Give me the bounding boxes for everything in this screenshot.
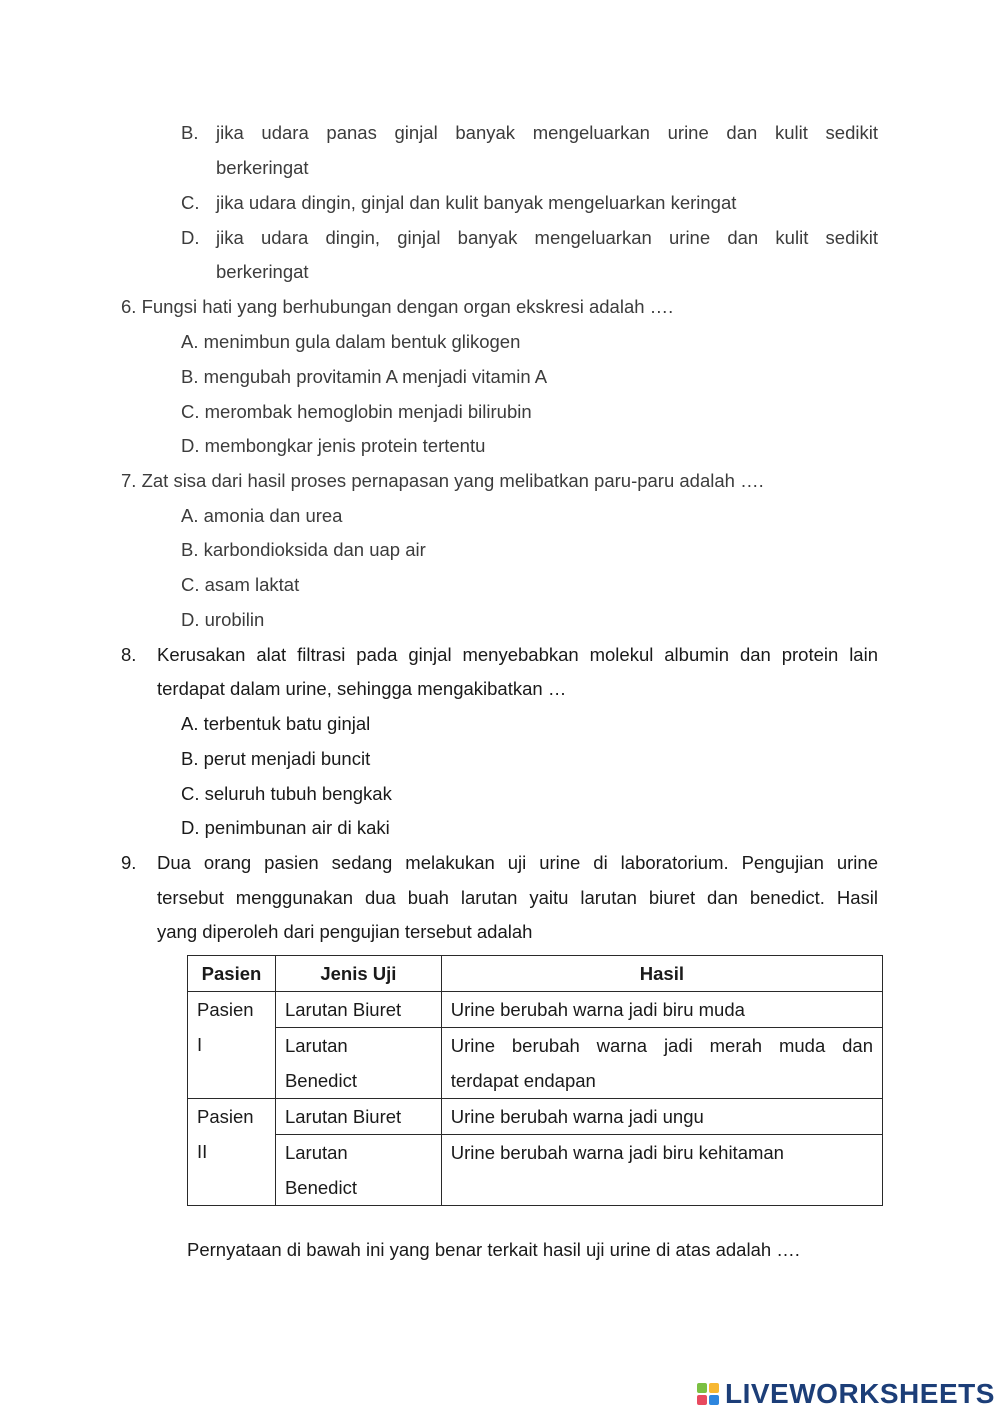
patient-2-test-2-jenis-line2: Benedict (284, 1177, 357, 1198)
q6-question: 6. Fungsi hati yang berhubungan dengan organ ekskresi adalah …. (121, 296, 674, 317)
table-header-row (188, 956, 883, 992)
patient-1-name-line2: I (197, 1034, 203, 1055)
q7-option-d: D. urobilin (181, 609, 265, 630)
patient-2-test-1-jenis: Larutan Biuret (275, 1099, 441, 1135)
patient-2-name-line2: II (197, 1141, 208, 1162)
q6-option-d: D. membongkar jenis protein tertentu (181, 435, 486, 456)
q8-option-a: A. terbentuk batu ginjal (181, 713, 371, 734)
q8-option-b: B. perut menjadi buncit (181, 748, 371, 769)
logo-square (697, 1383, 707, 1393)
table-row (188, 1135, 883, 1206)
table-row (188, 992, 883, 1028)
liveworksheets-wordmark: LIVEWORKSHEETS (725, 1378, 995, 1409)
table-row (188, 1099, 883, 1135)
q5-option-d-line1 (181, 226, 878, 250)
q9-question-line3: yang diperoleh dari pengujian tersebut adalah (157, 921, 533, 942)
q9-statement: Pernyataan di bawah ini yang benar terkait hasil uji urine di atas adalah …. (187, 1239, 800, 1260)
patient-2-name-line1: Pasien (197, 1106, 254, 1127)
q7-option-b: B. karbondioksida dan uap air (181, 539, 426, 560)
q7-option-a: A. amonia dan urea (181, 505, 343, 526)
q8-option-c: C. seluruh tubuh bengkak (181, 783, 392, 804)
q5-option-b-line2: berkeringat (216, 157, 309, 178)
patient-1-test-1-jenis: Larutan Biuret (275, 992, 441, 1028)
patient-2-name (188, 1099, 276, 1206)
q8-option-d: D. penimbunan air di kaki (181, 817, 390, 838)
q5-option-c (181, 191, 736, 215)
patient-1-test-2-hasil-line1: Urine berubah warna jadi merah muda dan (450, 1035, 873, 1056)
liveworksheets-mark-icon (697, 1382, 721, 1406)
patient-2-test-2-jenis-line1: Larutan (284, 1142, 348, 1163)
q8-number: 8. (121, 644, 137, 665)
table-header-pasien: Pasien (188, 956, 276, 992)
patient-2-test-2-hasil: Urine berubah warna jadi biru kehitaman (441, 1135, 882, 1206)
urine-test-table (187, 955, 883, 1206)
logo-square (697, 1395, 707, 1405)
q9-question-line1: Dua orang pasien sedang melakukan uji urine di laboratorium. Pengujian urine (157, 852, 878, 873)
table-row (188, 1028, 883, 1099)
liveworksheets-logo (697, 1379, 995, 1409)
logo-square (709, 1383, 719, 1393)
logo-square (709, 1395, 719, 1405)
q6-option-a: A. menimbun gula dalam bentuk glikogen (181, 331, 521, 352)
q8-question-line1: Kerusakan alat filtrasi pada ginjal menyebabkan molekul albumin dan protein lain (157, 644, 878, 665)
q8-question-line2: terdapat dalam urine, sehingga mengakibatkan … (157, 678, 567, 699)
q9-number: 9. (121, 852, 137, 873)
q5-option-b-text: jika udara panas ginjal banyak mengeluarkan urine dan kulit sedikit (216, 122, 878, 143)
q5-option-c-label: C. (181, 192, 200, 213)
q5-option-b-line1 (181, 121, 878, 145)
q6-option-c: C. merombak hemoglobin menjadi bilirubin (181, 401, 532, 422)
patient-1-test-2-jenis (275, 1028, 441, 1099)
patient-1-test-2-jenis-line2: Benedict (284, 1070, 357, 1091)
patient-2-test-1-hasil: Urine berubah warna jadi ungu (441, 1099, 882, 1135)
q9-question-line2: tersebut menggunakan dua buah larutan yaitu larutan biuret dan benedict. Hasil (157, 887, 878, 908)
patient-1-test-1-hasil: Urine berubah warna jadi biru muda (441, 992, 882, 1028)
patient-1-name (188, 992, 276, 1099)
patient-1-test-2-hasil (441, 1028, 882, 1099)
table-header-hasil: Hasil (441, 956, 882, 992)
table-header-jenis-uji: Jenis Uji (275, 956, 441, 992)
q5-option-d-label: D. (181, 227, 200, 248)
patient-1-test-2-hasil-line2: terdapat endapan (450, 1070, 596, 1091)
patient-1-name-line1: Pasien (197, 999, 254, 1020)
q6-option-b: B. mengubah provitamin A menjadi vitamin A (181, 366, 548, 387)
q5-option-d-text: jika udara dingin, ginjal banyak mengeluarkan urine dan kulit sedikit (216, 227, 878, 248)
q5-option-d-line2: berkeringat (216, 261, 309, 282)
q7-question: 7. Zat sisa dari hasil proses pernapasan yang melibatkan paru-paru adalah …. (121, 470, 764, 491)
q5-option-c-text: jika udara dingin, ginjal dan kulit banyak mengeluarkan keringat (216, 192, 737, 213)
q7-option-c: C. asam laktat (181, 574, 300, 595)
q5-option-b-label: B. (181, 122, 199, 143)
patient-1-test-2-jenis-line1: Larutan (284, 1035, 348, 1056)
patient-2-test-2-jenis (275, 1135, 441, 1206)
